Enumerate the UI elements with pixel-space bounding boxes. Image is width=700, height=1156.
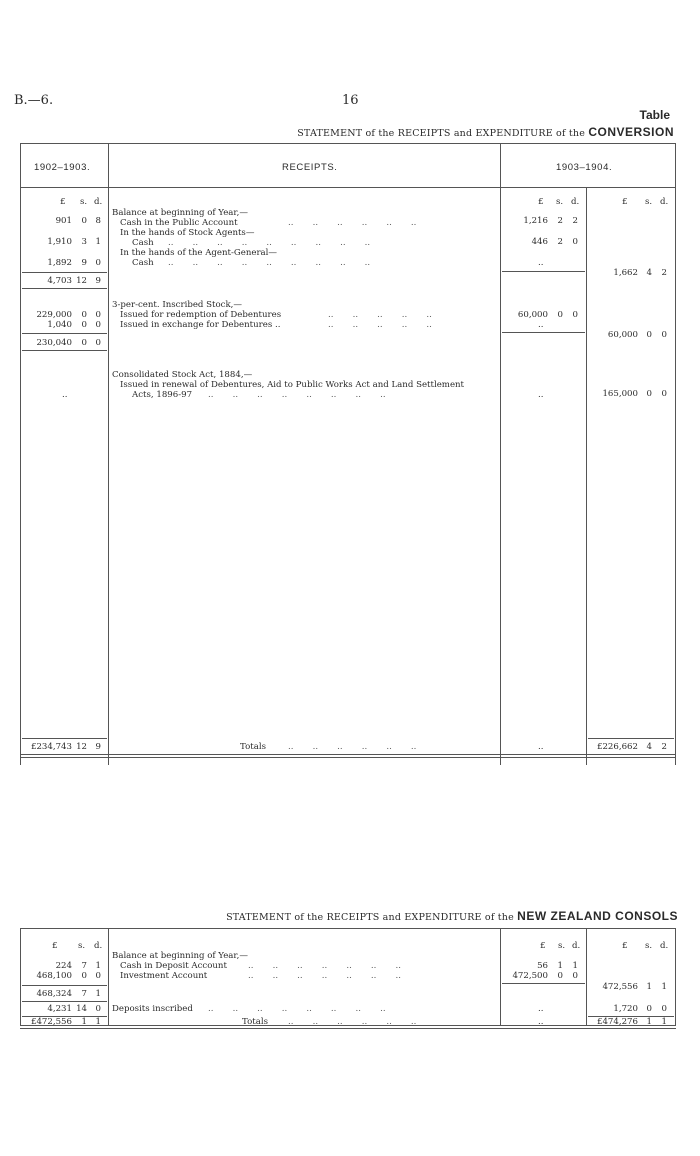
consols-left-investment-s: 0 bbox=[81, 971, 87, 981]
consols-left-balance-total-d: 1 bbox=[95, 989, 101, 999]
conv-cash1-label: Cash bbox=[132, 238, 154, 248]
conv-left-redemption-pounds: 229,000 bbox=[36, 310, 72, 320]
conv-redemption-label: Issued for redemption of Debentures bbox=[120, 310, 282, 320]
conv-agent-general-label: In the hands of the Agent-General— bbox=[120, 248, 278, 258]
consols-unit-left-pound: £ bbox=[52, 941, 58, 951]
consols-left-cash-deposit-d: 1 bbox=[95, 961, 101, 971]
conv-left-exchange-s: 0 bbox=[81, 320, 87, 330]
consols-col-rule-3 bbox=[586, 928, 587, 1026]
consols-left-balance-total-s: 7 bbox=[81, 989, 87, 999]
conv-left-subtotal-rule bbox=[22, 333, 107, 334]
conv-left-inscribed-total-d: 0 bbox=[95, 338, 101, 348]
conv-col-rule-2 bbox=[500, 143, 501, 765]
conv-left-inscribed-total-s: 0 bbox=[81, 338, 87, 348]
conv-mid-consolidated-ditto: .. bbox=[538, 390, 544, 400]
consols-mid-investment-d: 0 bbox=[572, 971, 578, 981]
conv-left-cash2-d: 0 bbox=[95, 258, 101, 268]
consols-unit-right-s: s. bbox=[645, 941, 653, 951]
table-caption: Table bbox=[639, 108, 670, 122]
conv-leader-dots: .. .. .. .. .. .. .. .. .. bbox=[168, 258, 371, 268]
conv-left-cash1-s: 3 bbox=[81, 237, 87, 247]
conv-renewal-line-1: Issued in renewal of Debentures, Aid to Public Works Act and Land Settlement bbox=[120, 380, 465, 390]
conv-col-rule-1 bbox=[108, 143, 109, 765]
conv-left-balance-total-s: 12 bbox=[76, 276, 87, 286]
conv-leader-dots: .. .. .. .. .. .. .. .. bbox=[208, 1004, 386, 1014]
conv-left-subtotal-rule bbox=[22, 288, 107, 289]
conv-leader-dots: .. .. .. .. .. .. bbox=[288, 1017, 417, 1027]
consols-left-cash-deposit-s: 7 bbox=[81, 961, 87, 971]
conv-leader-dots: .. .. .. .. .. bbox=[328, 320, 432, 330]
conv-mid-redemption-d: 0 bbox=[572, 310, 578, 320]
conv-leader-dots: .. .. .. .. .. .. bbox=[288, 742, 417, 752]
consols-left-subtotal-rule bbox=[22, 1001, 107, 1002]
conv-right-balance-total-pounds: 1,662 bbox=[613, 268, 638, 278]
consols-right-balance-total-d: 1 bbox=[661, 982, 667, 992]
conv-right-grand-total-pounds: £226,662 bbox=[596, 742, 638, 752]
consols-mid-subtotal-rule bbox=[502, 983, 585, 984]
conv-left-subtotal-rule bbox=[22, 272, 107, 273]
conv-total-rule-2 bbox=[20, 757, 676, 758]
consols-left-grand-total-s: 1 bbox=[81, 1017, 87, 1027]
conv-inscribed-heading: 3-per-cent. Inscribed Stock,— bbox=[112, 300, 243, 310]
conv-left-inscribed-total-pounds: 230,040 bbox=[36, 338, 72, 348]
conv-cash2-label: Cash bbox=[132, 258, 154, 268]
consols-left-subtotal-rule bbox=[22, 985, 107, 986]
consols-left-investment-d: 0 bbox=[95, 971, 101, 981]
consols-double-rule bbox=[20, 1028, 676, 1029]
conv-right-rule bbox=[675, 143, 676, 765]
conv-col-head-right: 1903–1904. bbox=[556, 162, 613, 173]
conv-unit-left-pound: £ bbox=[60, 197, 66, 207]
conv-unit-mid-d: d. bbox=[571, 197, 580, 207]
conv-unit-right-d: d. bbox=[660, 197, 669, 207]
consols-statement-title: STATEMENT of the RECEIPTS and EXPENDITURE of the NEW ZEALAND CONSOLS bbox=[226, 909, 678, 923]
conv-left-cash-public-pounds: 901 bbox=[55, 216, 72, 226]
conv-left-rule bbox=[20, 143, 21, 765]
conv-right-consolidated-pounds: 165,000 bbox=[602, 389, 638, 399]
conv-mid-total-ditto: .. bbox=[538, 742, 544, 752]
consols-unit-mid-s: s. bbox=[558, 941, 566, 951]
page-number: 16 bbox=[342, 93, 359, 108]
conv-leader-dots: .. .. .. .. .. .. .. .. .. bbox=[168, 238, 371, 248]
conv-right-grand-total-s: 4 bbox=[646, 742, 652, 752]
consols-left-balance-total-pounds: 468,324 bbox=[36, 989, 72, 999]
conv-left-redemption-s: 0 bbox=[81, 310, 87, 320]
conv-right-consolidated-s: 0 bbox=[646, 389, 652, 399]
consols-totals-label: Totals bbox=[242, 1017, 268, 1027]
conv-cash-public-label: Cash in the Public Account bbox=[120, 218, 238, 228]
conv-totals-label: Totals bbox=[240, 742, 266, 752]
conv-mid-subtotal-rule bbox=[502, 271, 585, 272]
consols-mid-cash-deposit-s: 1 bbox=[557, 961, 563, 971]
conv-top-rule bbox=[20, 143, 676, 144]
conv-left-balance-total-pounds: 4,703 bbox=[47, 276, 72, 286]
consols-right-grand-total-pounds: £474,276 bbox=[596, 1017, 638, 1027]
consols-right-balance-total-pounds: 472,556 bbox=[602, 982, 638, 992]
consols-mid-investment-s: 0 bbox=[557, 971, 563, 981]
conv-consolidated-heading: Consolidated Stock Act, 1884,— bbox=[112, 370, 253, 380]
conv-leader-dots: .. .. .. .. .. .. .. .. bbox=[208, 390, 386, 400]
conv-leader-dots: .. .. .. .. .. .. bbox=[288, 218, 417, 228]
consols-totals-row bbox=[0, 1014, 700, 1028]
conv-right-total-rule bbox=[588, 738, 674, 739]
conv-leader-dots: .. .. .. .. .. .. .. bbox=[248, 971, 401, 981]
conv-left-cash-public-d: 8 bbox=[95, 216, 101, 226]
consols-left-rule bbox=[20, 928, 21, 1026]
consols-mid-cash-deposit-pounds: 56 bbox=[537, 961, 548, 971]
consols-unit-right-pound: £ bbox=[622, 941, 628, 951]
conv-exchange-label: Issued in exchange for Debentures .. bbox=[120, 320, 281, 330]
consols-right-rule bbox=[675, 928, 676, 1026]
conv-header-rule bbox=[20, 187, 676, 188]
consols-deposits-label: Deposits inscribed bbox=[112, 1004, 193, 1014]
conv-col-head-left: 1902–1903. bbox=[34, 162, 91, 173]
consols-col-rule-2 bbox=[500, 928, 501, 1026]
consols-mid-cash-deposit-d: 1 bbox=[572, 961, 578, 971]
conv-unit-mid-pound: £ bbox=[538, 197, 544, 207]
consols-right-balance-total-s: 1 bbox=[646, 982, 652, 992]
conv-mid-cash1-s: 2 bbox=[557, 237, 563, 247]
consols-left-grand-total-pounds: £472,556 bbox=[30, 1017, 72, 1027]
conv-left-grand-total-s: 12 bbox=[76, 742, 87, 752]
conv-mid-subtotal-rule bbox=[502, 332, 585, 333]
conv-left-consolidated-ditto: .. bbox=[62, 390, 68, 400]
conv-total-rule-1 bbox=[20, 754, 676, 755]
conv-mid-cash-public-d: 2 bbox=[572, 216, 578, 226]
conv-mid-redemption-pounds: 60,000 bbox=[517, 310, 548, 320]
conv-left-cash1-pounds: 1,910 bbox=[47, 237, 72, 247]
consols-investment-label: Investment Account bbox=[120, 971, 208, 981]
conv-left-grand-total-d: 9 bbox=[95, 742, 101, 752]
conv-unit-left-d: d. bbox=[94, 197, 103, 207]
conv-right-balance-total-d: 2 bbox=[661, 268, 667, 278]
consols-right-grand-total-s: 1 bbox=[646, 1017, 652, 1027]
consols-unit-left-s: s. bbox=[78, 941, 86, 951]
conv-leader-dots: .. .. .. .. .. bbox=[328, 310, 432, 320]
conv-renewal-line-2: Acts, 1896-97 bbox=[132, 390, 193, 400]
consols-cash-deposit-label: Cash in Deposit Account bbox=[120, 961, 227, 971]
conv-right-grand-total-d: 2 bbox=[661, 742, 667, 752]
conv-mid-cash1-pounds: 446 bbox=[531, 237, 548, 247]
conv-mid-cash-public-s: 2 bbox=[557, 216, 563, 226]
conv-left-cash2-pounds: 1,892 bbox=[47, 258, 72, 268]
conv-balance-heading: Balance at beginning of Year,— bbox=[112, 208, 248, 218]
consols-balance-heading: Balance at beginning of Year,— bbox=[112, 951, 248, 961]
conv-mid-exchange-ditto: .. bbox=[538, 320, 544, 330]
consols-left-grand-total-d: 1 bbox=[95, 1017, 101, 1027]
conv-unit-right-pound: £ bbox=[622, 197, 628, 207]
consols-right-grand-total-d: 1 bbox=[661, 1017, 667, 1027]
consols-left-cash-deposit-pounds: 224 bbox=[55, 961, 72, 971]
consols-col-rule-1 bbox=[108, 928, 109, 1026]
conv-left-redemption-d: 0 bbox=[95, 310, 101, 320]
conv-left-cash1-d: 1 bbox=[95, 237, 101, 247]
section-id: B.—6. bbox=[14, 93, 54, 108]
consols-mid-investment-pounds: 472,500 bbox=[512, 971, 548, 981]
conv-unit-mid-s: s. bbox=[556, 197, 564, 207]
conv-left-cash-public-s: 0 bbox=[81, 216, 87, 226]
consols-mid-total-ditto: .. bbox=[538, 1017, 544, 1027]
conv-col-rule-3 bbox=[586, 187, 587, 765]
conv-mid-cash2-ditto: .. bbox=[538, 258, 544, 268]
consols-unit-right-d: d. bbox=[660, 941, 669, 951]
consols-unit-left-d: d. bbox=[94, 941, 103, 951]
conv-left-exchange-d: 0 bbox=[95, 320, 101, 330]
conv-leader-dots: .. .. .. .. .. .. .. bbox=[248, 961, 401, 971]
conv-right-inscribed-total-d: 0 bbox=[661, 330, 667, 340]
conv-right-inscribed-total-pounds: 60,000 bbox=[607, 330, 638, 340]
conv-left-grand-total-pounds: £234,743 bbox=[30, 742, 72, 752]
consols-right-deposits-s: 0 bbox=[646, 1004, 652, 1014]
consols-left-investment-pounds: 468,100 bbox=[36, 971, 72, 981]
consols-mid-deposits-ditto: .. bbox=[538, 1004, 544, 1014]
consols-top-rule bbox=[20, 928, 676, 929]
conv-stock-agents-label: In the hands of Stock Agents— bbox=[120, 228, 255, 238]
conv-left-subtotal-rule bbox=[22, 350, 107, 351]
consols-left-deposits-s: 14 bbox=[76, 1004, 87, 1014]
conversion-statement-title: STATEMENT of the RECEIPTS and EXPENDITURE of the CONVERSION bbox=[297, 125, 674, 139]
conv-mid-cash1-d: 0 bbox=[572, 237, 578, 247]
consols-right-deposits-pounds: 1,720 bbox=[613, 1004, 638, 1014]
consols-left-deposits-d: 0 bbox=[95, 1004, 101, 1014]
conv-right-inscribed-total-s: 0 bbox=[646, 330, 652, 340]
conv-col-head-mid: RECEIPTS. bbox=[282, 162, 338, 173]
consols-right-deposits-d: 0 bbox=[661, 1004, 667, 1014]
conv-left-cash2-s: 9 bbox=[81, 258, 87, 268]
conv-right-consolidated-d: 0 bbox=[661, 389, 667, 399]
conv-left-exchange-pounds: 1,040 bbox=[47, 320, 72, 330]
consols-left-deposits-pounds: 4,231 bbox=[47, 1004, 72, 1014]
consols-unit-mid-d: d. bbox=[572, 941, 581, 951]
conv-unit-left-s: s. bbox=[80, 197, 88, 207]
consols-unit-mid-pound: £ bbox=[540, 941, 546, 951]
conv-mid-cash-public-pounds: 1,216 bbox=[523, 216, 548, 226]
conv-right-balance-total-s: 4 bbox=[646, 268, 652, 278]
conv-left-total-rule bbox=[22, 738, 107, 739]
conv-unit-right-s: s. bbox=[645, 197, 653, 207]
conv-mid-redemption-s: 0 bbox=[557, 310, 563, 320]
conv-left-balance-total-d: 9 bbox=[95, 276, 101, 286]
